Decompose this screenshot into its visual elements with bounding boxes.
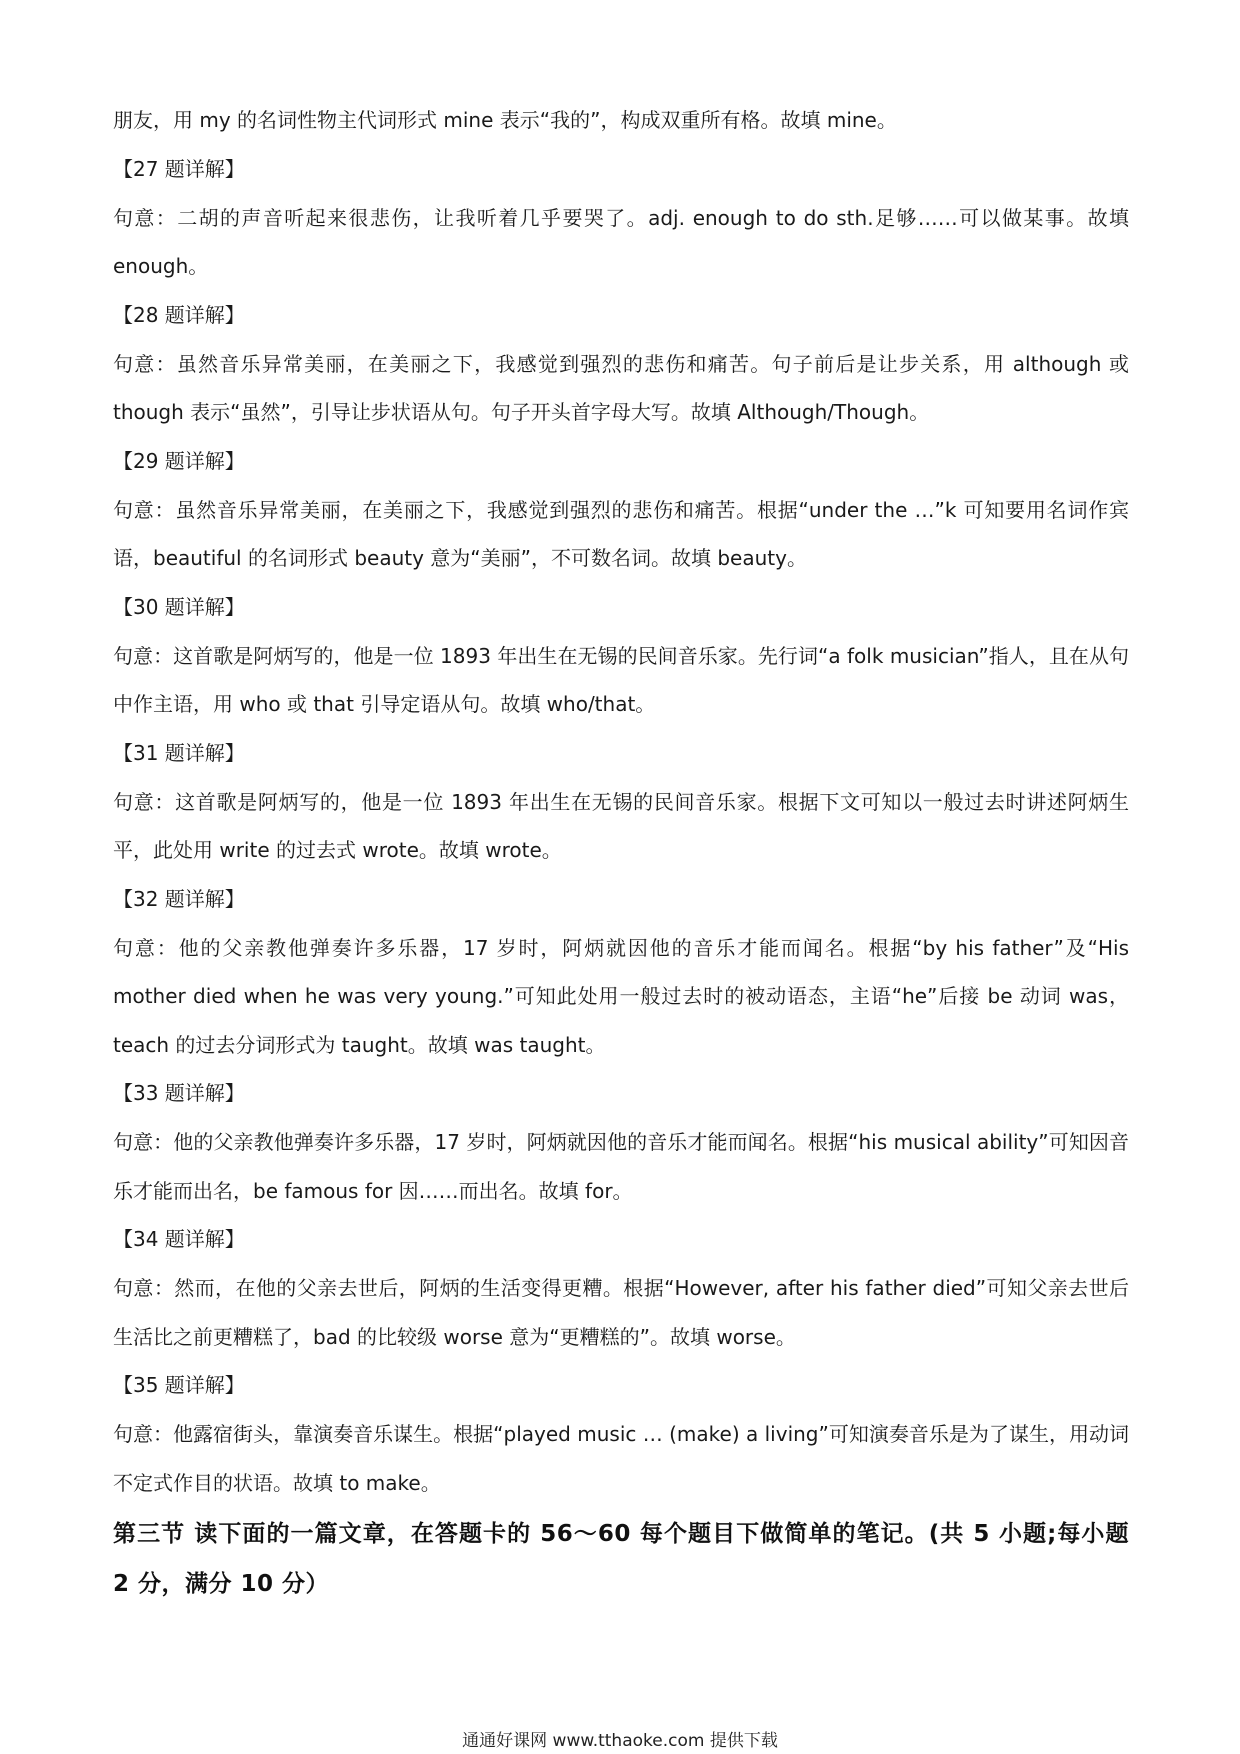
item-explanation: 句意：这首歌是阿炳写的，他是一位 1893 年出生在无锡的民间音乐家。先行词“a folk musician”指人，且在从句中作主语，用 who 或 that 引导定语从句。故填 who/that。	[113, 643, 1129, 716]
item-heading: 【31 题详解】	[113, 740, 245, 765]
item-heading: 【35 题详解】	[113, 1373, 245, 1397]
item-heading: 【29 题详解】	[113, 448, 245, 473]
item-heading: 【32 题详解】	[113, 886, 245, 911]
item-explanation: 句意：他的父亲教他弹奏许多乐器，17 岁时，阿炳就因他的音乐才能而闻名。根据“his musical ability”可知因音乐才能而出名，be famous for 因……而出名。故填 for。	[113, 1130, 1129, 1203]
item-heading: 【34 题详解】	[113, 1227, 245, 1251]
item-heading: 【28 题详解】	[113, 302, 245, 327]
document-body	[113, 96, 1129, 1609]
item-30	[113, 583, 1129, 729]
item-explanation: 句意：他的父亲教他弹奏许多乐器，17 岁时，阿炳就因他的音乐才能而闻名。根据“by his father”及“His mother died when he was very young.”可知此处用一般过去时的被动语态，主语“he”后接 be 动词 was，teach 的过去分词形式为 taught。故填 was taught。	[113, 935, 1129, 1057]
item-27	[113, 145, 1129, 291]
item-31	[113, 729, 1129, 875]
item-explanation: 句意：然而，在他的父亲去世后，阿炳的生活变得更糟。根据“However, after his father died”可知父亲去世后生活比之前更糟糕了，bad 的比较级 worse 意为“更糟糕的”。故填 worse。	[113, 1276, 1129, 1349]
item-explanation: 句意：虽然音乐异常美丽，在美丽之下，我感觉到强烈的悲伤和痛苦。句子前后是让步关系，用 although 或 though 表示“虽然”，引导让步状语从句。句子开头首字母大写。故填 Although/Though。	[113, 351, 1129, 424]
item-32	[113, 875, 1129, 1070]
section-heading: 第三节 读下面的一篇文章，在答题卡的 56～60 每个题目下做简单的笔记。(共 5 小题;每小题 2 分，满分 10 分）	[113, 1521, 1129, 1597]
item-explanation: 句意：二胡的声音听起来很悲伤，让我听着几乎要哭了。adj. enough to do sth.足够……可以做某事。故填 enough。	[113, 205, 1129, 278]
item-34	[113, 1215, 1129, 1361]
item-heading: 【33 题详解】	[113, 1081, 245, 1105]
item-explanation: 句意：这首歌是阿炳写的，他是一位 1893 年出生在无锡的民间音乐家。根据下文可知以一般过去时讲述阿炳生平，此处用 write 的过去式 wrote。故填 wrote。	[113, 789, 1129, 862]
item-33	[113, 1069, 1129, 1215]
intro-line: 朋友，用 my 的名词性物主代词形式 mine 表示“我的”，构成双重所有格。故填 mine。	[113, 108, 897, 132]
item-29	[113, 437, 1129, 583]
item-heading: 【30 题详解】	[113, 594, 245, 619]
item-28	[113, 291, 1129, 437]
item-heading: 【27 题详解】	[113, 156, 245, 181]
footer-watermark: 通通好课网 www.tthaoke.com 提供下载	[462, 1731, 778, 1751]
item-explanation: 句意：虽然音乐异常美丽，在美丽之下，我感觉到强烈的悲伤和痛苦。根据“under the …”k 可知要用名词作宾语，beautiful 的名词形式 beauty 意为“美丽”，不可数名词。故填 beauty。	[113, 497, 1129, 570]
item-35	[113, 1361, 1129, 1507]
item-explanation: 句意：他露宿街头，靠演奏音乐谋生。根据“played music … (make) a living”可知演奏音乐是为了谋生，用动词不定式作目的状语。故填 to make。	[113, 1422, 1129, 1495]
